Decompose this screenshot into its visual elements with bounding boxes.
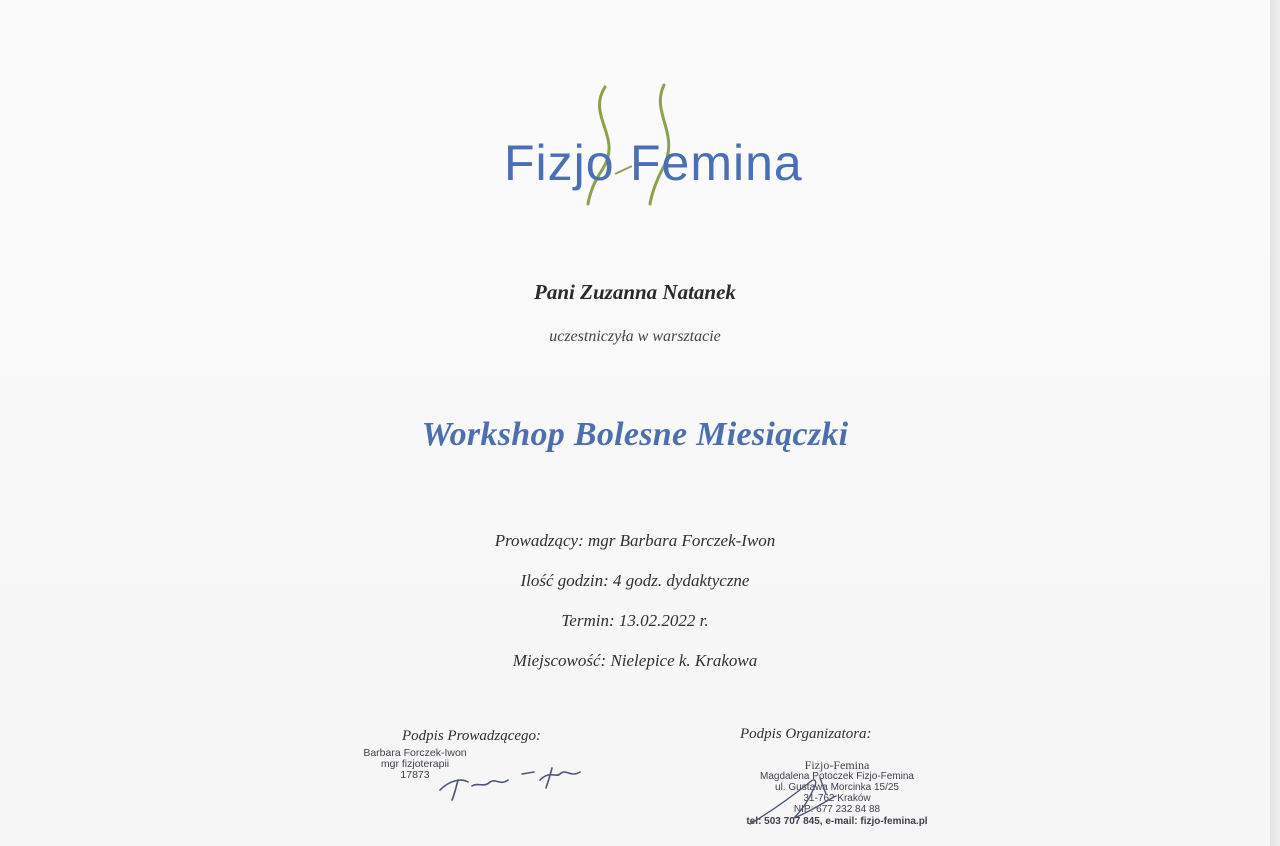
organizer-stamp-line4: NIP: 677 232 84 88 xyxy=(793,804,881,815)
instructor-signature-label: Podpis Prowadzącego: xyxy=(402,728,542,744)
page-edge xyxy=(1270,0,1280,846)
logo-graphic xyxy=(490,82,820,212)
date-line: Termin: 13.02.2022 r. xyxy=(561,611,709,630)
organizer-stamp-line2: ul. Gustawa Morcinka 15/25 xyxy=(775,782,899,793)
instructor-stamp-line1: Barbara Forczek-Iwon xyxy=(363,747,467,759)
organizer-stamp-line3: 31-762 Kraków xyxy=(803,793,871,804)
organizer-stamp-contact: tel: 503 707 845, e-mail: fizjo-femina.pl xyxy=(746,816,928,827)
location-line: Miejscowość: Nielepice k. Krakowa xyxy=(512,651,758,670)
instructor-stamp-line2: mgr fizjoterapii xyxy=(380,758,450,770)
organizer-signature xyxy=(740,772,860,832)
organizer-stamp-name: Fizjo-Femina xyxy=(804,758,870,772)
fizjo-femina-logo xyxy=(490,82,820,212)
organizer-signature-label: Podpis Organizatora: xyxy=(740,726,872,742)
participation-text: uczestniczyła w warsztacie xyxy=(549,328,721,345)
instructor-stamp-line3: 17873 xyxy=(400,769,430,781)
instructor-signature xyxy=(410,752,590,802)
hours-line: Ilość godzin: 4 godz. dydaktyczne xyxy=(520,571,750,590)
workshop-title: Workshop Bolesne Miesiączki xyxy=(421,416,849,453)
logo-text-2: Femina xyxy=(630,135,803,191)
organizer-stamp-line1: Magdalena Potoczek Fizjo-Femina xyxy=(760,771,914,782)
logo-text-1: Fizjo xyxy=(504,135,615,191)
recipient-name: Pani Zuzanna Natanek xyxy=(534,280,736,304)
instructor-line: Prowadzący: mgr Barbara Forczek-Iwon xyxy=(494,531,776,550)
